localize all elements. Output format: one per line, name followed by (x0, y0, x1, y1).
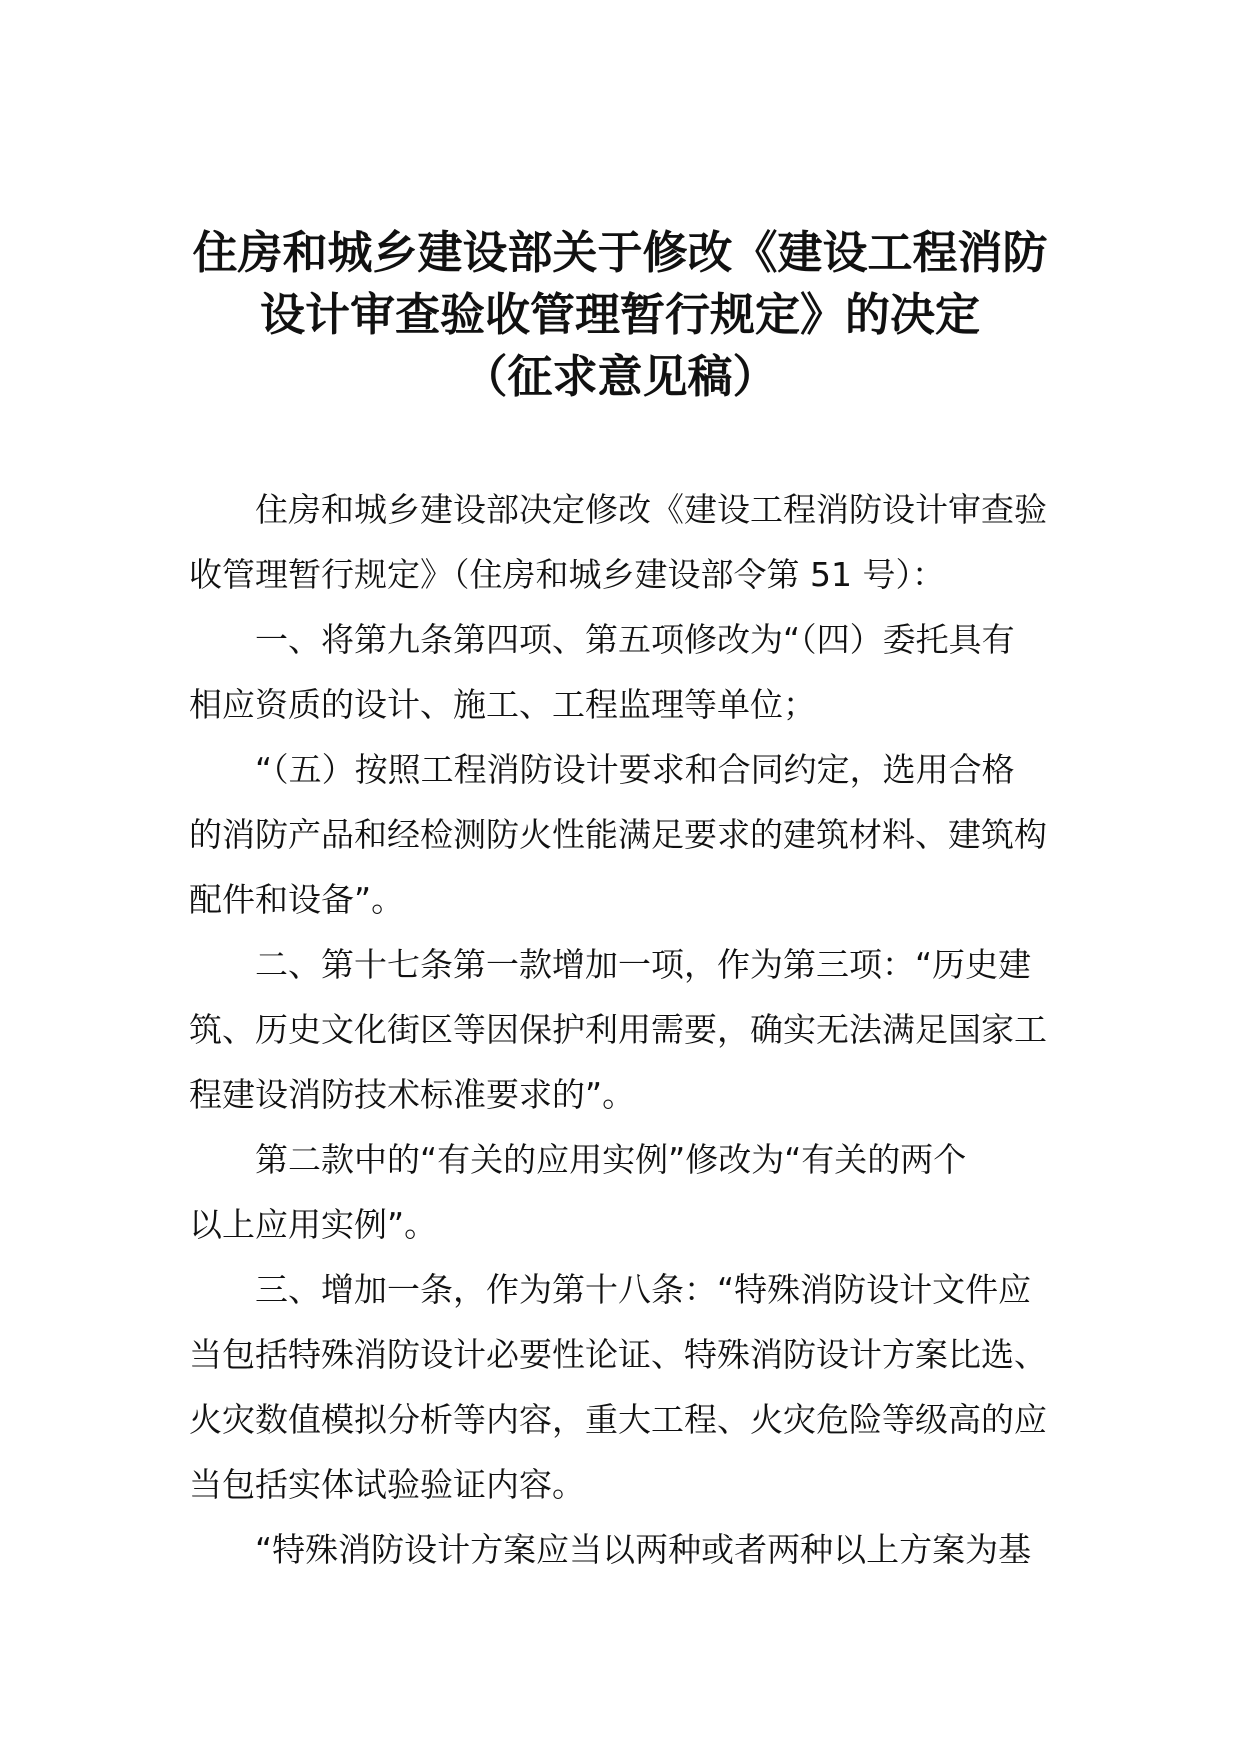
paragraph-line: 一、将第九条第四项、第五项修改为“（四）委托具有 (255, 620, 1015, 659)
paragraph-line: 程建设消防技术标准要求的”。 (189, 1075, 636, 1114)
paragraph-line: “（五）按照工程消防设计要求和合同约定，选用合格 (255, 750, 1015, 789)
paragraph (189, 1517, 1053, 1582)
paragraph (189, 1257, 1053, 1517)
paragraph-line: 以上应用实例”。 (189, 1205, 438, 1244)
paragraph-line: 住房和城乡建设部决定修改《建设工程消防设计审查验 (255, 490, 1047, 529)
paragraph (189, 607, 1053, 737)
paragraph-line: “特殊消防设计方案应当以两种或者两种以上方案为基 (255, 1530, 1032, 1569)
paragraph-line: 收管理暂行规定》（住房和城乡建设部令第 51 号）： (189, 555, 945, 594)
title-line: （征求意见稿） (462, 350, 778, 403)
paragraph (189, 1127, 1053, 1257)
paragraph-line: 配件和设备”。 (189, 880, 405, 919)
paragraph-line: 当包括实体试验验证内容。 (189, 1465, 585, 1504)
title-line: 住房和城乡建设部关于修改《建设工程消防 (192, 226, 1048, 279)
paragraph-line: 的消防产品和经检测防火性能满足要求的建筑材料、建筑构 (189, 815, 1047, 854)
title-line: 设计审查验收管理暂行规定》的决定 (259, 288, 980, 341)
paragraph-line: 相应资质的设计、施工、工程监理等单位； (189, 685, 816, 724)
paragraph (189, 477, 1053, 607)
paragraph-line: 第二款中的“有关的应用实例”修改为“有关的两个 (255, 1140, 967, 1179)
document-title (150, 222, 1090, 408)
paragraph-line: 二、第十七条第一款增加一项，作为第三项：“历史建 (255, 945, 1032, 984)
document-body (189, 477, 1053, 1582)
paragraph-line: 火灾数值模拟分析等内容，重大工程、火灾危险等级高的应 (189, 1400, 1047, 1439)
paragraph-line: 三、增加一条，作为第十八条：“特殊消防设计文件应 (255, 1270, 1032, 1309)
paragraph (189, 737, 1053, 932)
paragraph-line: 当包括特殊消防设计必要性论证、特殊消防设计方案比选、 (189, 1335, 1047, 1374)
paragraph-line: 筑、历史文化街区等因保护利用需要，确实无法满足国家工 (189, 1010, 1047, 1049)
paragraph (189, 932, 1053, 1127)
